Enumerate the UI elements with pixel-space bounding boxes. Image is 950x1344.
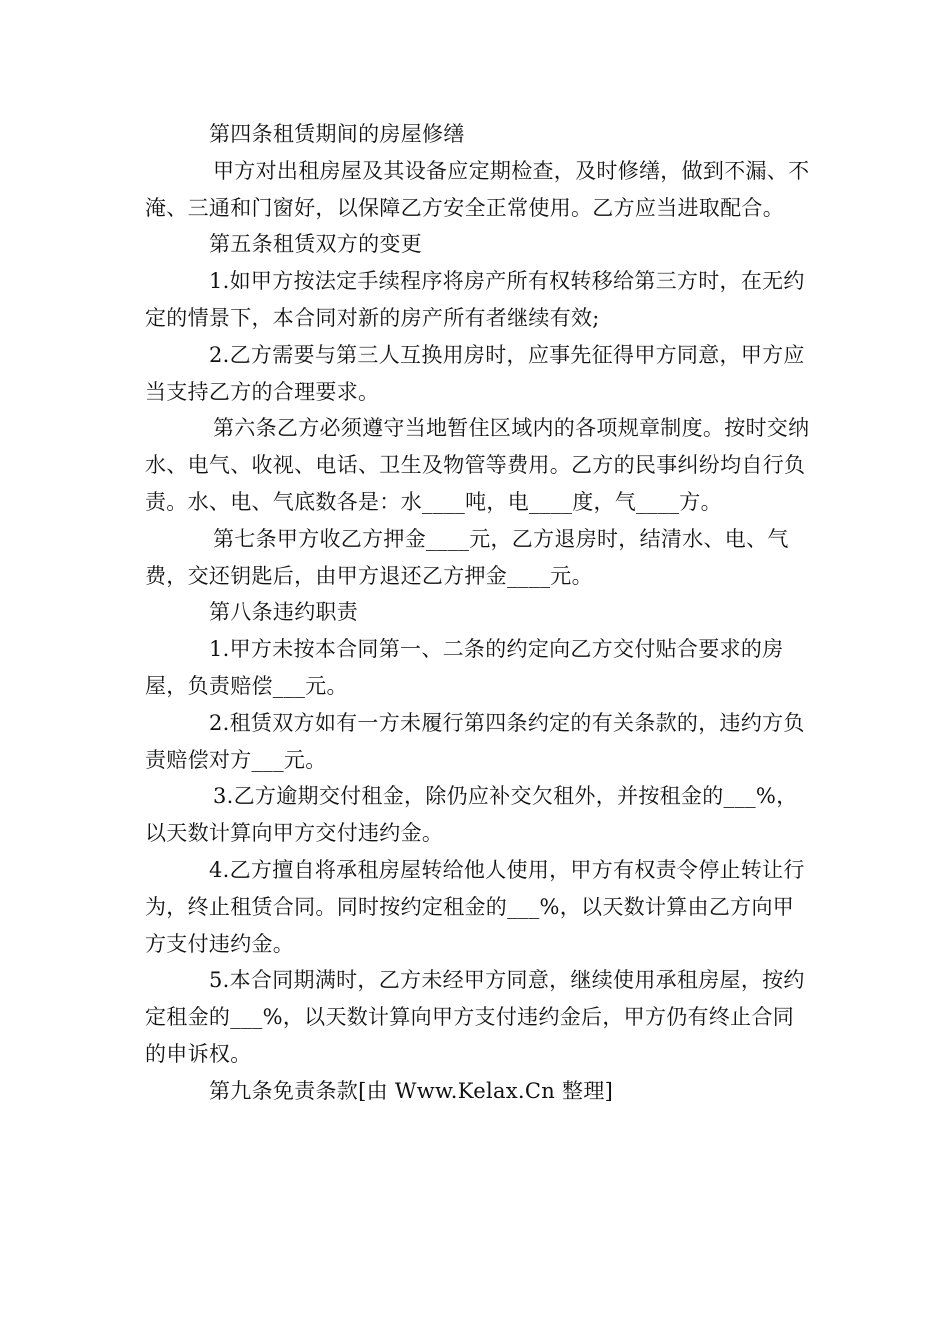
article-4-body: 甲方对出租房屋及其设备应定期检查，及时修缮，做到不漏、不淹、三通和门窗好，以保障乙方安全正常使用。乙方应当进取配合。 bbox=[145, 158, 810, 220]
article-5-item-2: 2.乙方需要与第三人互换用房时，应事先征得甲方同意，甲方应当支持乙方的合理要求。 bbox=[145, 342, 805, 404]
article-5-title: 第五条租赁双方的变更 bbox=[209, 232, 422, 257]
article-8-item-3: 3.乙方逾期交付租金，除仍应补交欠租外，并按租金的___%，以天数计算向甲方交付违约金。 bbox=[145, 784, 798, 846]
article-8-item-1: 1.甲方未按本合同第一、二条的约定向乙方交付贴合要求的房屋，负责赔偿___元。 bbox=[145, 637, 784, 698]
article-9-title: 第九条免责条款[由 Www.Kelax.Cn 整理] bbox=[209, 1078, 614, 1103]
article-6-body: 第六条乙方必须遵守当地暂住区域内的各项规章制度。按时交纳水、电气、收视、电话、卫生及物管等费用。乙方的民事纠纷均自行负责。水、电、气底数各是：水____吨，电____度，气____方。 bbox=[145, 416, 810, 514]
article-5-item-1: 1.如甲方按法定手续程序将房产所有权转移给第三方时，在无约定的情景下，本合同对新的房产所有者继续有效; bbox=[145, 269, 805, 330]
article-8-title: 第八条违约职责 bbox=[209, 600, 359, 625]
article-4-title: 第四条租赁期间的房屋修缮 bbox=[209, 122, 465, 146]
article-8-item-5: 5.本合同期满时，乙方未经甲方同意，继续使用承租房屋，按约定租金的___%，以天数计算向甲方支付违约金后，甲方仍有终止合同的申诉权。 bbox=[145, 968, 805, 1066]
article-8-item-2: 2.租赁双方如有一方未履行第四条约定的有关条款的，违约方负责赔偿对方___元。 bbox=[145, 710, 805, 772]
article-8-item-4: 4.乙方擅自将承租房屋转给他人使用，甲方有权责令停止转让行为，终止租赁合同。同时按约定租金的___%，以天数计算由乙方向甲方支付违约金。 bbox=[145, 857, 805, 956]
article-7-body: 第七条甲方收乙方押金____元，乙方退房时，结清水、电、气费，交还钥匙后，由甲方退还乙方押金____元。 bbox=[145, 526, 789, 588]
